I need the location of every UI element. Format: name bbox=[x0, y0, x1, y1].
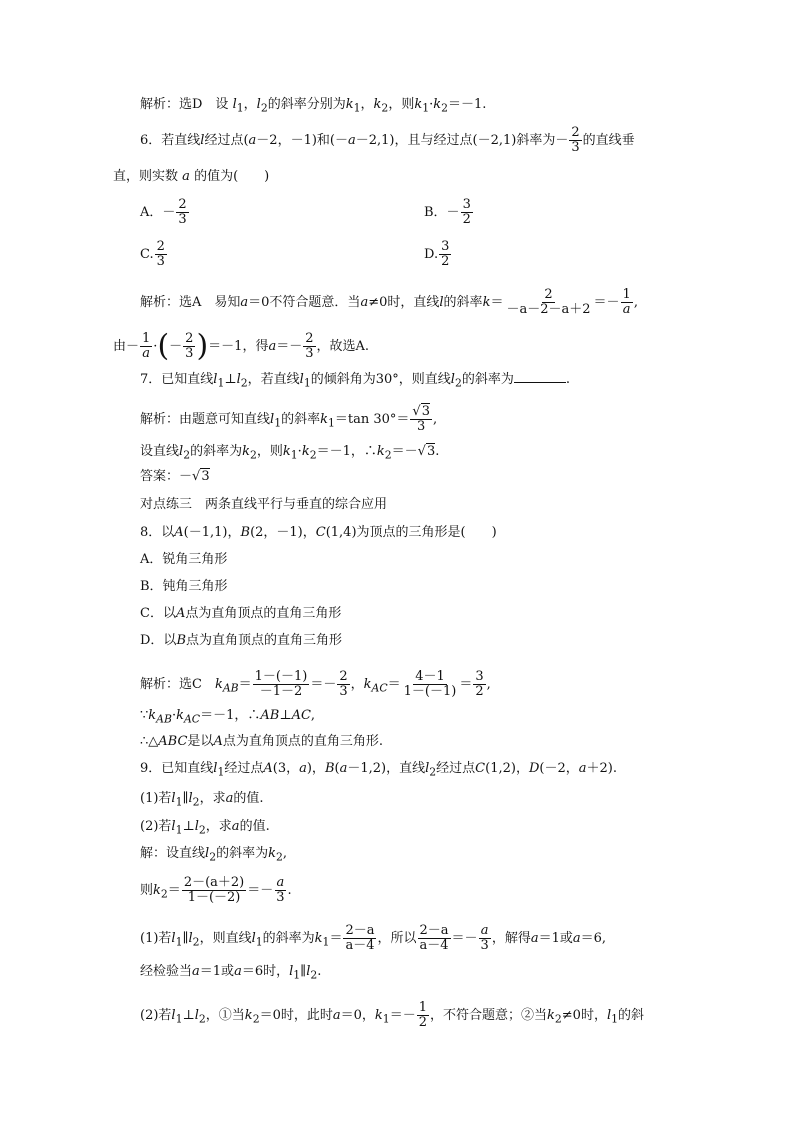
analysis-q8-line-1: 解析：选C $k_{AB}=$ $\frac{1-(-1)}{-1-2}$ ＝－ $\frac{2}{3}$ ，$k_{AC}=$ $\frac{4-1}{1-(-1)}$ ＝ $\frac{3}{2}$ , bbox=[140, 669, 491, 699]
option-d: D. $\frac{3}{2}$ bbox=[424, 239, 450, 269]
question-8: 8．以A(－1,1)，B(2，－1)，C(1,4)为顶点的三角形是( ) bbox=[140, 525, 497, 540]
question-9-part-1: (1)若$l_1\parallel l_2$，求a的值. bbox=[140, 791, 264, 809]
solution-q9-part-1: (1)若$l_1\parallel l_2$，则直线$l_1$的斜率为$k_1=$ $\frac{2-a}{a-4}$ ，所以 $\frac{2-a}{a-4}$ ＝－ $\frac{a}{3}$ ，解得a＝1或a＝6, bbox=[140, 923, 607, 953]
analysis-q8-line-2: $\because k_{AB}\cdot k_{AC}=-1$，∴AB⊥AC, bbox=[140, 708, 316, 726]
solution-q9-check: 经检验当a＝1或a＝6时，$l_1\parallel l_2$. bbox=[140, 964, 322, 982]
solution-q9-intro: 解：设直线$l_2$的斜率为$k_2$, bbox=[140, 846, 288, 864]
analysis-q7-line-2: 设直线$l_2$的斜率为$k_2$，则$k_1\cdot k_2=-1$，$\therefore k_2=-√3$. bbox=[140, 444, 440, 462]
question-9-part-2: (2)若$l_1\perp l_2$，求a的值. bbox=[140, 819, 270, 837]
q8-option-a: A．锐角三角形 bbox=[140, 552, 228, 567]
solution-q9-k2: 则$k_2=$ $\frac{2-(a+2)}{1-(-2)}$ ＝－ $\frac{a}{3}$ . bbox=[140, 875, 292, 905]
section-heading: 对点练三 两条直线平行与垂直的综合应用 bbox=[140, 497, 388, 512]
analysis-q6-line-2: 由－ $\frac{1}{a}$ ·(－ $\frac{2}{3}$ )＝－1，得a＝－ $\frac{2}{3}$ ，故选A. bbox=[113, 328, 370, 364]
analysis-q7-line-1: 解析：由题意可知直线$l_1$的斜率$k_1=\tan$ 30°＝ $\frac{√3}{3}$ , bbox=[140, 404, 438, 434]
q8-option-d: D．以B点为直角顶点的直角三角形 bbox=[140, 633, 343, 648]
option-a: A．－ $\frac{2}{3}$ bbox=[140, 197, 187, 227]
analysis-q6-line-1: 解析：选A 易知a＝0不符合题意．当a≠0时，直线l的斜率k＝ $\frac{2}{-a-2-a+2}$ ＝－ $\frac{1}{a}$ , bbox=[140, 287, 638, 317]
analysis-line-q5: 解析：选D 设 $l_1$，$l_2$的斜率分别为$k_1$，$k_2$，则$k_1\cdot k_2=-1$. bbox=[140, 97, 487, 115]
answer-blank bbox=[514, 370, 566, 383]
question-6-line-1: 6．若直线l经过点(a－2，－1)和(－a－2,1)，且与经过点(－2,1)斜率为－ $\frac{2}{3}$ 的直线垂 bbox=[140, 125, 635, 155]
option-b: B．－ $\frac{3}{2}$ bbox=[424, 197, 471, 227]
fraction: $\frac{2}{3}$ bbox=[571, 125, 580, 155]
question-9: 9．已知直线$l_1$经过点A(3，a)，B(a－1,2)，直线$l_2$经过点C(1,2)，D(－2，a＋2). bbox=[140, 761, 617, 779]
answer-q7: 答案：－√3 bbox=[140, 469, 210, 484]
analysis-q8-line-3: ∴△ABC是以A点为直角顶点的直角三角形. bbox=[140, 734, 383, 749]
q8-option-c: C．以A点为直角顶点的直角三角形 bbox=[140, 606, 342, 621]
q8-option-b: B．钝角三角形 bbox=[140, 579, 228, 594]
option-c: C. $\frac{2}{3}$ bbox=[140, 239, 165, 269]
question-6-line-2: 直，则实数 a 的值为( ) bbox=[113, 169, 270, 184]
solution-q9-part-2: (2)若$l_1\perp l_2$，①当$k_2=0$时，此时a＝0，$k_1=-$ $\frac{1}{2}$ ，不符合题意；②当$k_2\ne 0$时，$l_1$的斜 bbox=[140, 1000, 645, 1030]
question-7: 7．已知直线$l_1\perp l_2$，若直线$l_1$的倾斜角为30°，则直线$l_2$的斜率为 . bbox=[140, 372, 570, 390]
